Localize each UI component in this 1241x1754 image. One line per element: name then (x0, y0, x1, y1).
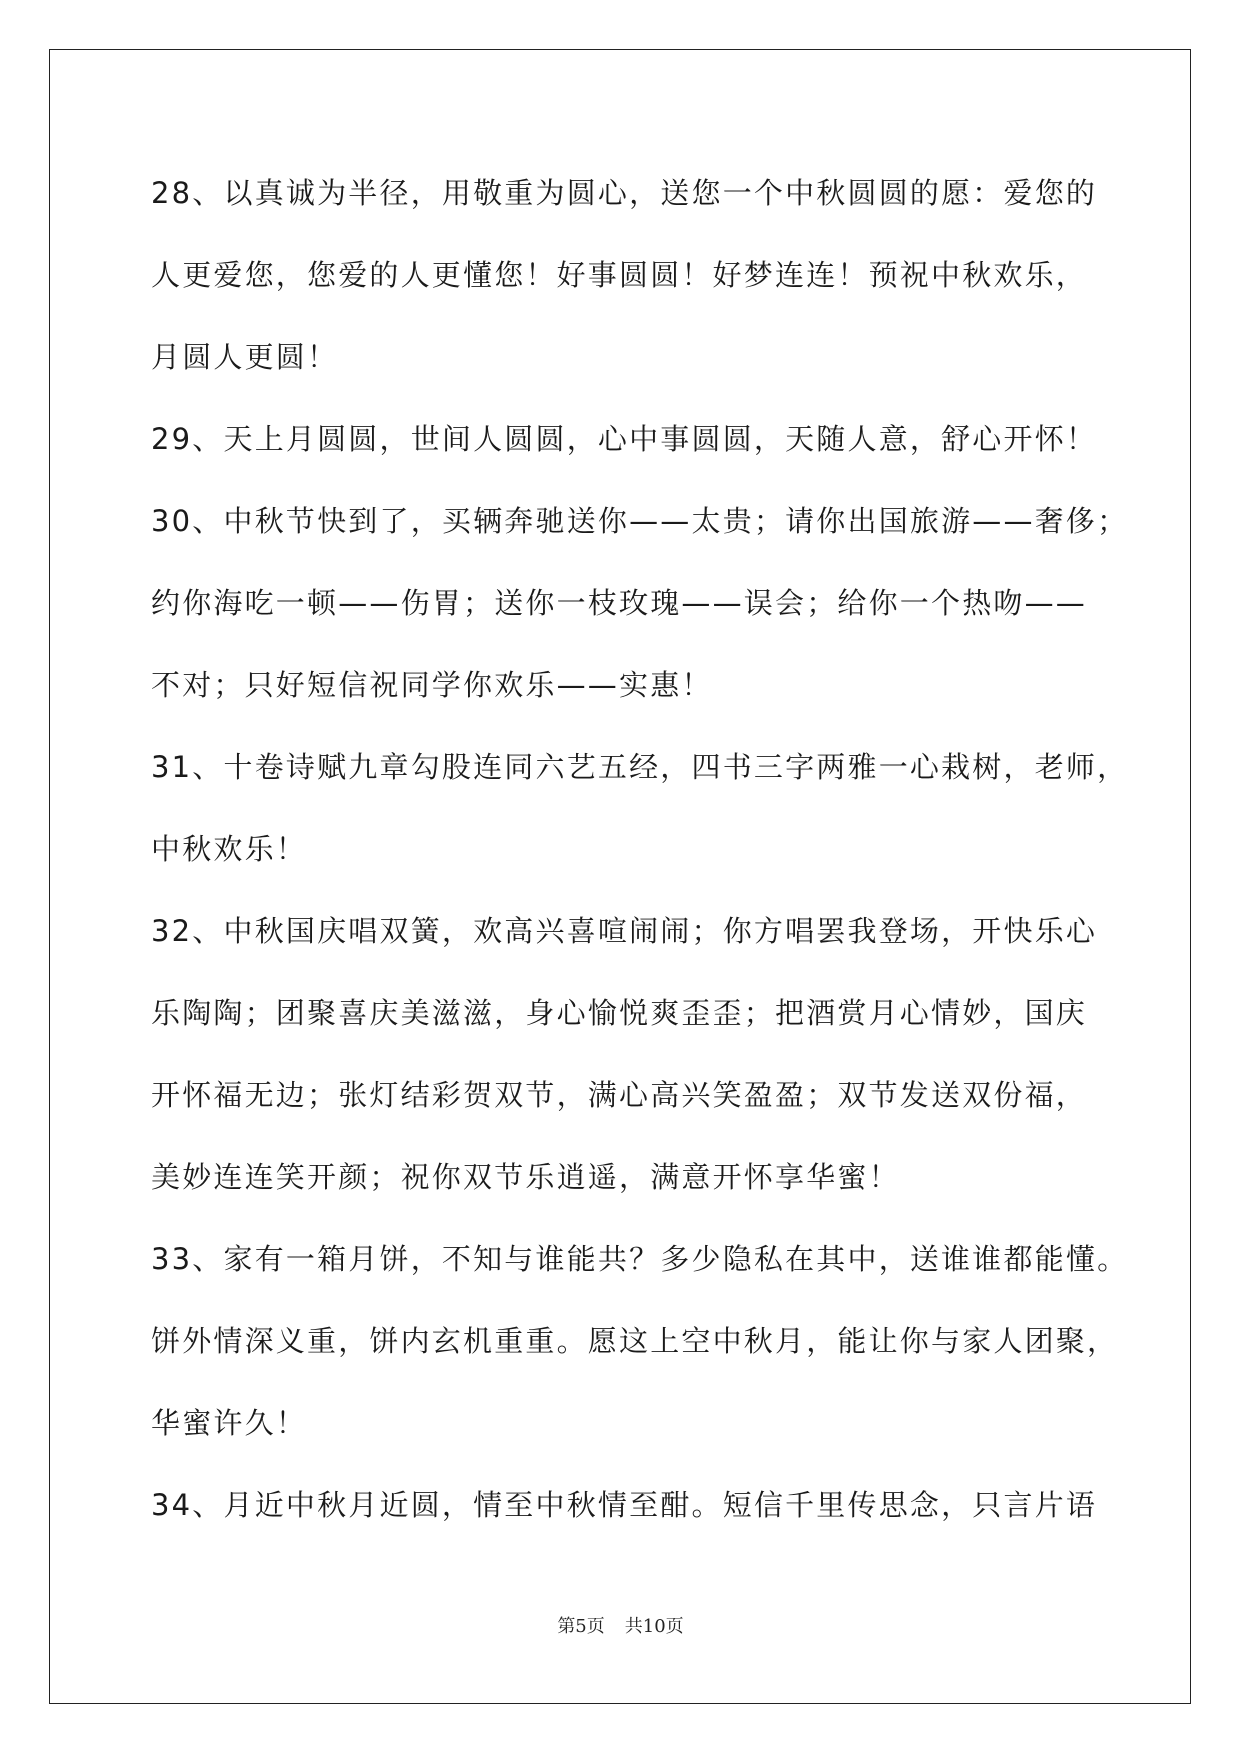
page-number: 第5页 (557, 1616, 605, 1637)
text-line: 中秋欢乐！ (151, 832, 308, 866)
document-body (151, 155, 1129, 1549)
text-line: 不对；只好短信祝同学你欢乐——实惠！ (151, 668, 713, 702)
text-line: 月圆人更圆！ (151, 340, 339, 374)
text-line: 人更爱您，您爱的人更懂您！好事圆圆！好梦连连！预祝中秋欢乐， (151, 258, 1088, 292)
page-footer (0, 1612, 1241, 1638)
text-line: 32、中秋国庆唱双簧，欢高兴喜喧闹闹；你方唱罢我登场，开快乐心 (151, 914, 1098, 948)
text-line: 34、月近中秋月近圆，情至中秋情至酣。短信千里传思念，只言片语 (151, 1488, 1098, 1522)
text-line: 31、十卷诗赋九章勾股连同六艺五经，四书三字两雅一心栽树，老师， (151, 750, 1129, 784)
text-line: 开怀福无边；张灯结彩贺双节，满心高兴笑盈盈；双节发送双份福， (151, 1078, 1088, 1112)
text-line: 乐陶陶；团聚喜庆美滋滋，身心愉悦爽歪歪；把酒赏月心情妙，国庆 (151, 996, 1088, 1030)
text-line: 28、以真诚为半径，用敬重为圆心，送您一个中秋圆圆的愿：爱您的 (151, 176, 1098, 210)
text-line: 29、天上月圆圆，世间人圆圆，心中事圆圆，天随人意，舒心开怀！ (151, 422, 1098, 456)
text-line: 饼外情深义重，饼内玄机重重。愿这上空中秋月，能让你与家人团聚， (151, 1324, 1119, 1358)
text-line: 33、家有一箱月饼，不知与谁能共？多少隐私在其中，送谁谁都能懂。 (151, 1242, 1129, 1276)
page-total: 共10页 (624, 1616, 684, 1637)
text-line: 30、中秋节快到了，买辆奔驰送你——太贵；请你出国旅游——奢侈； (151, 504, 1129, 538)
text-line: 美妙连连笑开颜；祝你双节乐逍遥，满意开怀享华蜜！ (151, 1160, 900, 1194)
text-line: 华蜜许久！ (151, 1406, 308, 1440)
text-line: 约你海吃一顿——伤胃；送你一枝玫瑰——误会；给你一个热吻—— (151, 586, 1088, 620)
